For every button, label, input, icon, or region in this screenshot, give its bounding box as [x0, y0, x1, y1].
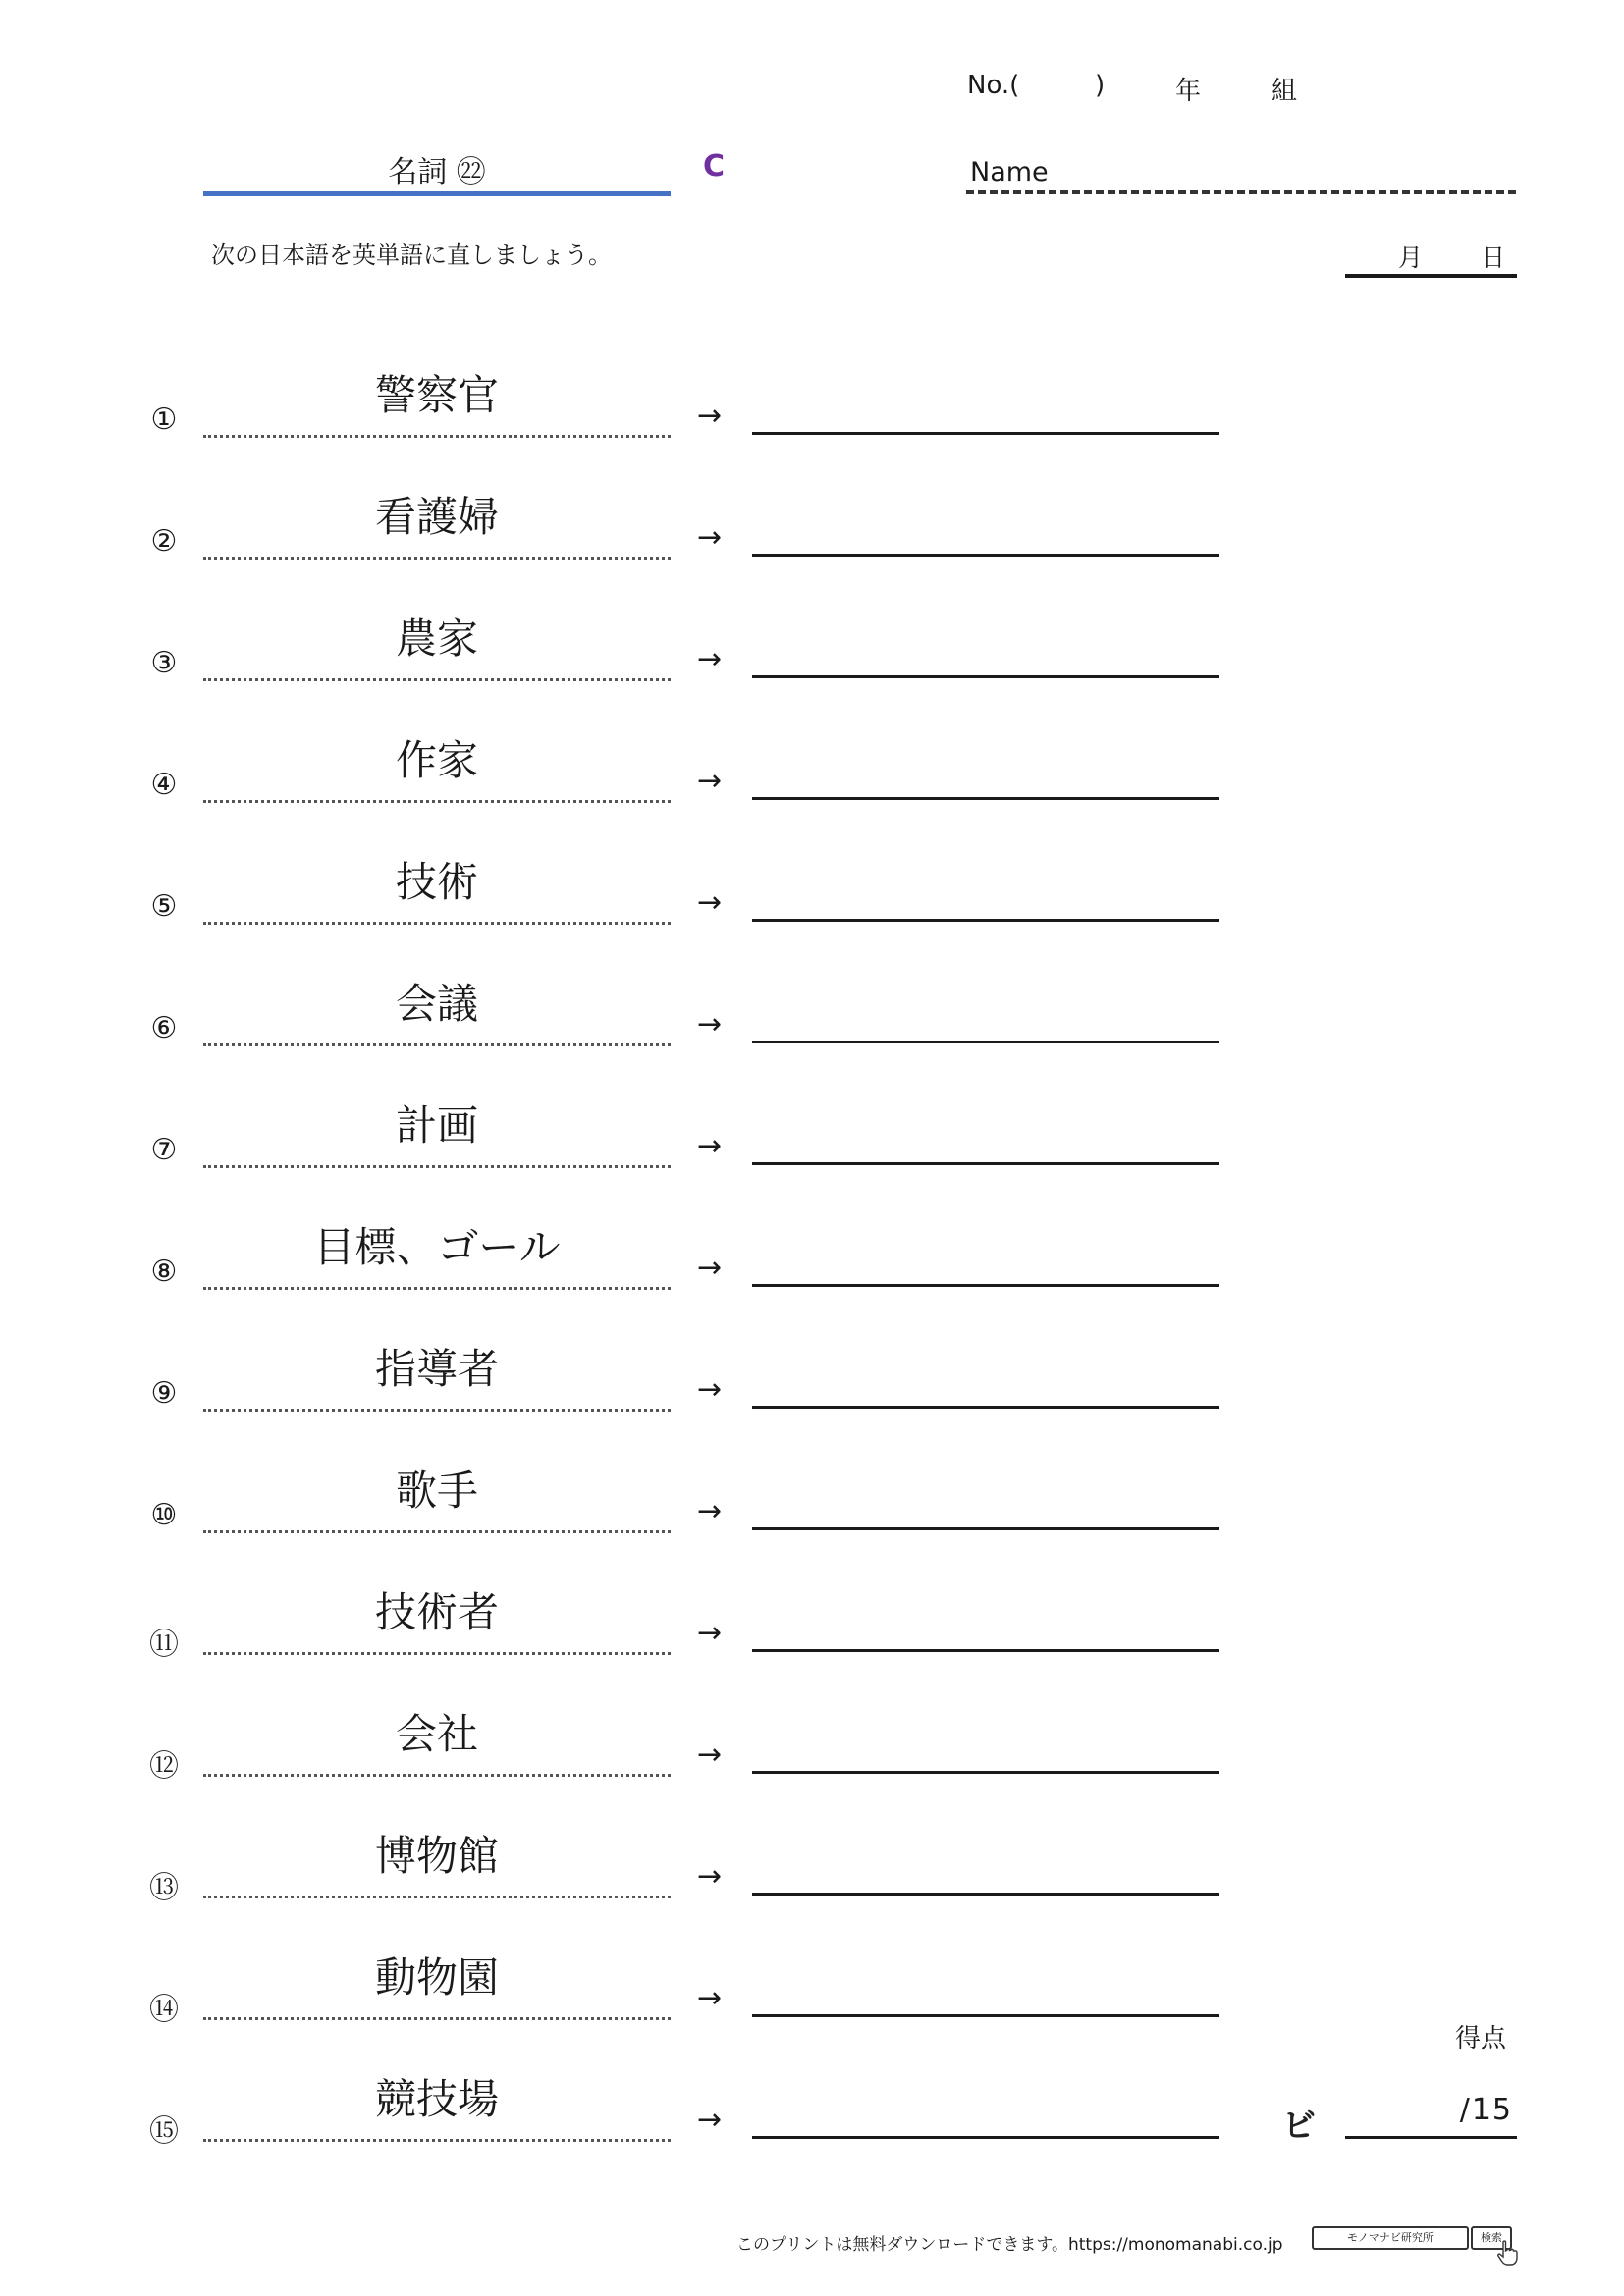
footer-text: このプリントは無料ダウンロードできます。https://monomanabi.co.jp: [736, 2235, 1283, 2255]
answer-line[interactable]: [752, 2014, 1219, 2017]
answer-line[interactable]: [752, 1649, 1219, 1652]
question-row: [0, 1215, 1624, 1294]
question-word: 会社: [395, 1710, 478, 1758]
arrow-icon: →: [697, 1616, 723, 1650]
footer-search-box: モノマナビ研究所: [1312, 2226, 1469, 2250]
arrow-icon: →: [697, 520, 723, 555]
name-field-line[interactable]: [966, 190, 1516, 194]
arrow-icon: →: [697, 399, 723, 433]
day-label: 日: [1481, 243, 1506, 272]
question-number: ⑭: [149, 1993, 179, 2027]
answer-line[interactable]: [752, 675, 1219, 678]
question-number: ⑪: [149, 1628, 179, 1662]
answer-line[interactable]: [752, 1041, 1219, 1043]
question-number: ⑦: [150, 1133, 178, 1167]
dotted-underline: [203, 1896, 671, 1898]
answer-line[interactable]: [752, 1771, 1219, 1774]
question-row: [0, 850, 1624, 929]
date-field[interactable]: [1345, 239, 1517, 278]
hand-cursor-icon: [1496, 2240, 1518, 2266]
dotted-underline: [203, 678, 671, 681]
arrow-icon: →: [697, 1007, 723, 1041]
answer-line[interactable]: [752, 1527, 1219, 1530]
arrow-icon: →: [697, 885, 723, 920]
score-field[interactable]: [1345, 2091, 1517, 2139]
dotted-underline: [203, 557, 671, 560]
arrow-icon: →: [697, 1737, 723, 1772]
question-row: [0, 972, 1624, 1050]
arrow-icon: →: [697, 1859, 723, 1894]
score-label: 得点: [1455, 2024, 1507, 2054]
question-row: [0, 1946, 1624, 2027]
question-number: ⑮: [149, 2114, 179, 2149]
question-number: ⑧: [150, 1255, 178, 1289]
bi-mark: ビ: [1282, 2107, 1316, 2146]
dotted-underline: [203, 1287, 671, 1290]
question-word: 指導者: [374, 1345, 499, 1393]
arrow-icon: →: [697, 2103, 723, 2137]
question-word: 看護婦: [374, 493, 499, 541]
question-number: ⑩: [150, 1498, 178, 1532]
question-word: 目標、ゴール: [313, 1223, 561, 1271]
footer-search-button: 検索: [1471, 2226, 1512, 2250]
dotted-underline: [203, 800, 671, 803]
question-row: [0, 728, 1624, 807]
arrow-icon: →: [697, 1372, 723, 1407]
dotted-underline: [203, 922, 671, 925]
answer-line[interactable]: [752, 797, 1219, 800]
answer-line[interactable]: [752, 919, 1219, 922]
question-word: 警察官: [374, 371, 499, 419]
dotted-underline: [203, 1165, 671, 1168]
question-word: 計画: [395, 1101, 478, 1149]
arrow-icon: →: [697, 1494, 723, 1528]
dotted-underline: [203, 2017, 671, 2020]
dotted-underline: [203, 435, 671, 438]
question-number: ②: [150, 524, 178, 559]
number-label: No.(: [967, 71, 1020, 100]
question-row: [0, 1337, 1624, 1415]
question-number: ⑤: [150, 889, 178, 924]
question-word: 歌手: [395, 1467, 478, 1515]
question-word: 会議: [395, 980, 478, 1028]
number-close: ): [1095, 71, 1106, 100]
question-row: [0, 1580, 1624, 1662]
dotted-underline: [203, 1530, 671, 1533]
instruction-text: 次の日本語を英単語に直しましょう。: [211, 241, 612, 269]
dotted-underline: [203, 1652, 671, 1655]
arrow-icon: →: [697, 642, 723, 676]
question-number: ③: [150, 646, 178, 680]
class-label: 組: [1272, 77, 1298, 106]
dotted-underline: [203, 2139, 671, 2142]
question-row: [0, 607, 1624, 685]
question-number: ⑥: [150, 1011, 178, 1045]
question-number: ①: [150, 402, 178, 437]
question-word: 農家: [395, 614, 478, 663]
answer-line[interactable]: [752, 1284, 1219, 1287]
dotted-underline: [203, 1043, 671, 1046]
question-row: [0, 1459, 1624, 1537]
score-total: /15: [1459, 2093, 1513, 2127]
question-word: 技術: [395, 858, 478, 906]
answer-line[interactable]: [752, 1162, 1219, 1165]
year-label: 年: [1175, 77, 1202, 106]
question-word: 競技場: [374, 2075, 499, 2123]
month-label: 月: [1398, 243, 1424, 272]
arrow-icon: →: [697, 1251, 723, 1285]
answer-line[interactable]: [752, 432, 1219, 435]
question-word: 技術者: [374, 1588, 499, 1636]
question-number: ④: [150, 768, 178, 802]
dotted-underline: [203, 1774, 671, 1777]
question-word: 動物園: [374, 1953, 499, 2002]
arrow-icon: →: [697, 1129, 723, 1163]
answer-line[interactable]: [752, 2136, 1219, 2139]
question-row: [0, 1824, 1624, 1905]
question-number: ⑫: [149, 1749, 179, 1784]
title-underline: [203, 191, 671, 196]
arrow-icon: →: [697, 764, 723, 798]
level-indicator: C: [703, 149, 726, 184]
question-number: ⑨: [150, 1376, 178, 1411]
title-text: 名詞 ㉒: [388, 155, 486, 189]
question-row: [0, 1094, 1624, 1172]
dotted-underline: [203, 1409, 671, 1412]
question-word: 作家: [395, 736, 478, 784]
arrow-icon: →: [697, 1981, 723, 2015]
answer-line[interactable]: [752, 1893, 1219, 1896]
question-row: [0, 1702, 1624, 1784]
answer-line[interactable]: [752, 554, 1219, 557]
name-label: Name: [970, 157, 1049, 187]
question-number: ⑬: [149, 1871, 179, 1905]
question-word: 博物館: [374, 1832, 499, 1880]
question-row: [0, 485, 1624, 563]
answer-line[interactable]: [752, 1406, 1219, 1409]
question-row: [0, 363, 1624, 442]
worksheet-title: [203, 147, 671, 196]
